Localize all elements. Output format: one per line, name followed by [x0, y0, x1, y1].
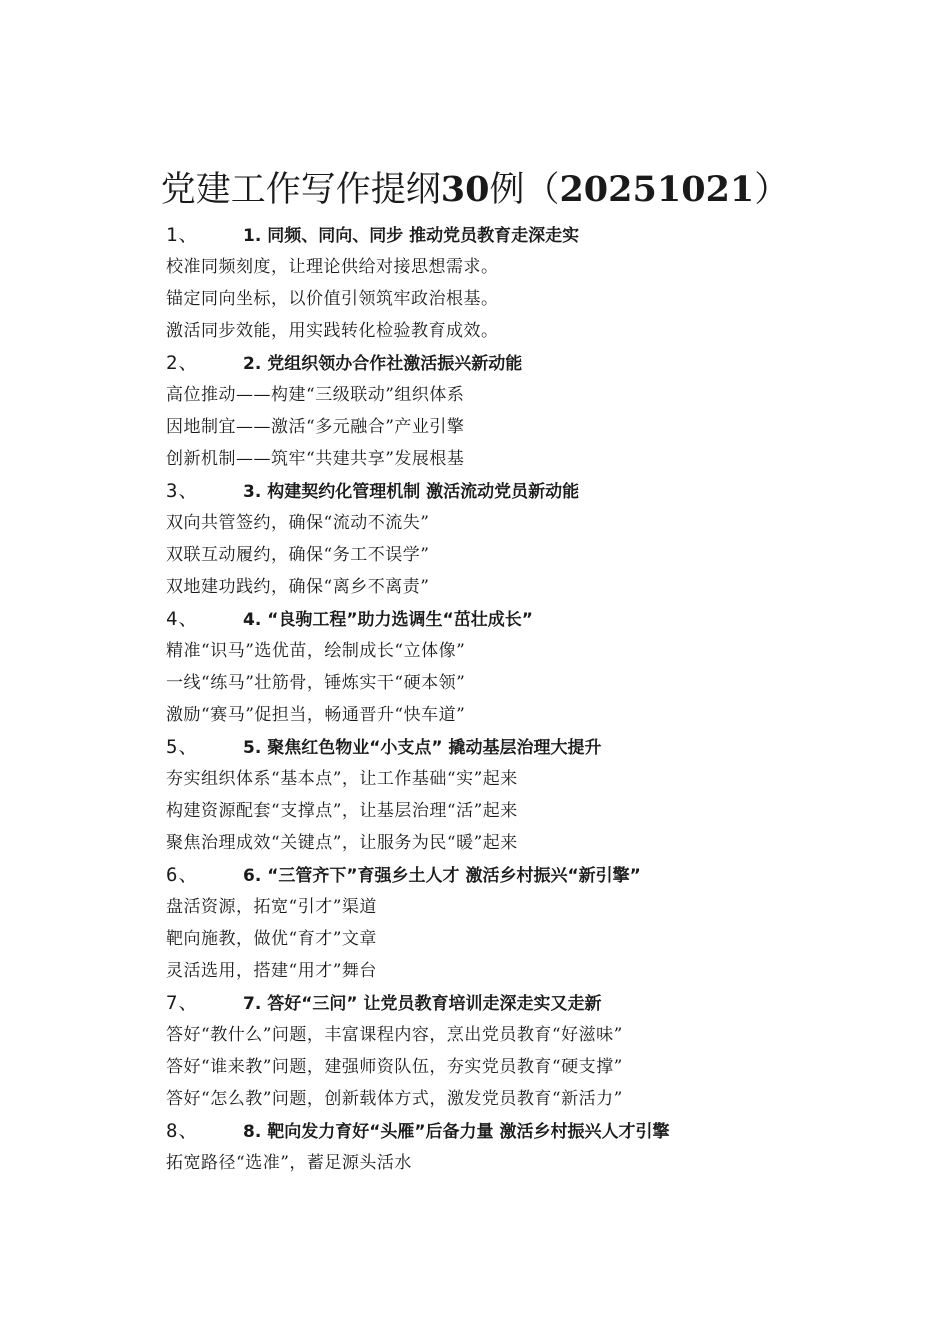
section-heading: [166, 1115, 926, 1147]
outline-point: 盘活资源，拓宽“引才”渠道: [166, 897, 377, 917]
document-title: [0, 166, 950, 214]
section-title: 2. 党组织领办合作社激活振兴新动能: [243, 354, 523, 374]
section-title: 7. 答好“三问” 让党员教育培训走深走实又走新: [243, 994, 602, 1014]
section-index: 3、: [166, 480, 199, 502]
section-index: 7、: [166, 992, 199, 1014]
outline-point: 靶向施教，做优“育才”文章: [166, 929, 377, 949]
outline-point: 夯实组织体系“基本点”，让工作基础“实”起来: [166, 769, 518, 789]
section-heading: [166, 219, 926, 251]
outline-point: 聚焦治理成效“关键点”，让服务为民“暖”起来: [166, 833, 518, 853]
section-title: 5. 聚焦红色物业“小支点” 撬动基层治理大提升: [243, 738, 602, 758]
outline-point: 精准“识马”选优苗，绘制成长“立体像”: [166, 641, 466, 661]
outline-list: [166, 219, 926, 1179]
outline-point: 创新机制——筑牢“共建共享”发展根基: [166, 449, 465, 469]
section-title: 1. 同频、同向、同步 推动党员教育走深走实: [243, 226, 580, 246]
outline-point: 答好“怎么教”问题，创新载体方式，激发党员教育“新活力”: [166, 1089, 623, 1109]
section-index: 4、: [166, 608, 199, 630]
outline-point: 拓宽路径“选准”，蓄足源头活水: [166, 1153, 412, 1173]
title-number: 30: [440, 169, 490, 210]
title-suffix: 例（: [489, 170, 560, 210]
section-title: 8. 靶向发力育好“头雁”后备力量 激活乡村振兴人才引擎: [243, 1122, 670, 1142]
section-heading: [166, 347, 926, 379]
title-prefix: 党建工作写作提纲: [160, 170, 441, 210]
outline-point: 答好“教什么”问题，丰富课程内容，烹出党员教育“好滋味”: [166, 1025, 623, 1045]
outline-point: 激励“赛马”促担当，畅通晋升“快车道”: [166, 705, 466, 725]
section-title: 6. “三管齐下”育强乡土人才 激活乡村振兴“新引擎”: [243, 866, 641, 886]
section-index: 8、: [166, 1120, 199, 1142]
outline-point: 双地建功践约，确保“离乡不离责”: [166, 577, 430, 597]
section-index: 5、: [166, 736, 199, 758]
section-title: 4. “良驹工程”助力选调生“茁壮成长”: [243, 610, 533, 630]
outline-point: 构建资源配套“支撑点”，让基层治理“活”起来: [166, 801, 518, 821]
title-date: 20251021: [559, 169, 755, 210]
outline-point: 锚定同向坐标，以价值引领筑牢政治根基。: [166, 289, 499, 309]
section-title: 3. 构建契约化管理机制 激活流动党员新动能: [243, 482, 580, 502]
section-heading: [166, 859, 926, 891]
section-index: 1、: [166, 224, 199, 246]
section-heading: [166, 603, 926, 635]
title-close: ）: [754, 170, 790, 210]
outline-point: 校准同频刻度，让理论供给对接思想需求。: [166, 257, 499, 277]
section-index: 2、: [166, 352, 199, 374]
section-heading: [166, 987, 926, 1019]
outline-point: 因地制宜——激活“多元融合”产业引擎: [166, 417, 465, 437]
outline-point: 高位推动——构建“三级联动”组织体系: [166, 385, 465, 405]
section-heading: [166, 731, 926, 763]
outline-point: 灵活选用，搭建“用才”舞台: [166, 961, 377, 981]
section-index: 6、: [166, 864, 199, 886]
outline-point: 激活同步效能，用实践转化检验教育成效。: [166, 321, 499, 341]
outline-point: 双联互动履约，确保“务工不误学”: [166, 545, 430, 565]
section-heading: [166, 475, 926, 507]
outline-point: 答好“谁来教”问题，建强师资队伍，夯实党员教育“硬支撑”: [166, 1057, 623, 1077]
outline-point: 一线“练马”壮筋骨，锤炼实干“硬本领”: [166, 673, 466, 693]
outline-point: 双向共管签约，确保“流动不流失”: [166, 513, 430, 533]
